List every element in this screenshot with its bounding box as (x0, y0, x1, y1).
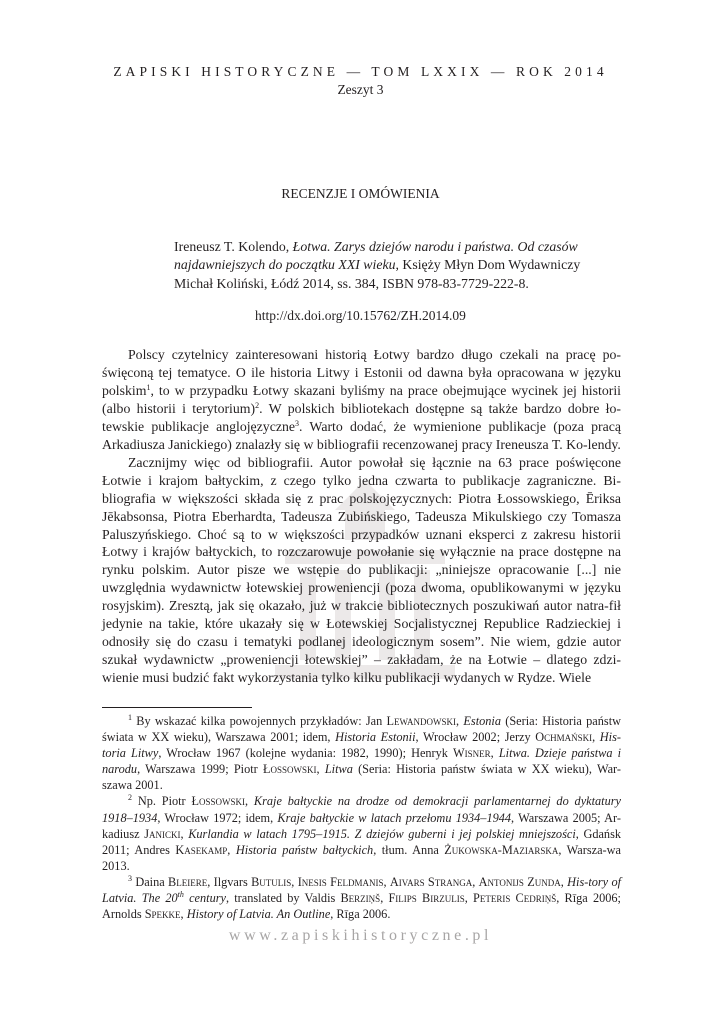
work-title: History of Latvia. An Outline (186, 907, 331, 922)
work-title: Historia Estonii (335, 730, 416, 745)
author-name: Inesis Feldmanis (297, 874, 384, 889)
work-title: Kurlandia w latach 1795–1915. Z dziejów guberni i jej polskiej mniejszości (188, 826, 576, 841)
author-name: Spekke (144, 907, 181, 922)
footnote-2: $^2$ Np. Piotr Łossowski, Kraje bałtyckie na drodze od demokracji parlamentarnej do dyktatury 1918–1934, Wrocław 1972; idem, Kraje bałtyckie w latach przełomu 1934–1944, Warszawa 2005; Ar-kadiusz Janicki, Kurlandia w latach 1795–1915. Z dziejów guberni i jej polskiej mniejszości, Gdańsk 2011; Andres Kasekamp, Historia państw bałtyckich, tłum. Anna Żukowska-Maziarska, Warsza-wa 2013. (102, 793, 622, 873)
work-title: His-tory of Latvia. The 20 (102, 874, 622, 906)
author-name: Aivars Stranga (389, 874, 473, 889)
work-title: Litwa (324, 762, 353, 777)
footnote-ref-3[interactable]: 3 (294, 418, 299, 428)
author-name: Butulis (251, 874, 292, 889)
footnote-ref-2[interactable]: 2 (255, 400, 260, 410)
footnote-number: 3 (128, 873, 132, 883)
p1-part-d: . Warto dodać, że wymienione publikacje (poza pracą Arkadiusza Janickiego) znalazły się w bibliografii recenzowanej pracy Ireneusza T. Ko-lendy. (102, 418, 621, 452)
footnotes (102, 713, 621, 922)
author-name: Lewandowski (386, 714, 457, 728)
work-title: Estonia (463, 714, 501, 728)
footnote-ref-1[interactable]: 1 (146, 382, 151, 392)
citation-publisher: , Księży Młyn Dom Wydawniczy Michał Koliński, Łódź 2014, ss. 384, ISBN 978-83-7729-222-8. (174, 257, 581, 291)
p1-part-a: Polscy czytelnicy zainteresowani historią Łotwy bardzo długo czekali na pracę po-święconą tej tematyce. O ile historia Litwy i Estonii od dawna była opracowana w języku polskim (102, 347, 621, 398)
footnote-1: $^1$ By wskazać kilka powojennych przykładów: Jan Lewandowski, Estonia (Seria: Historia państw świata w XX wieku), Warszawa 2001; idem, Historia Estonii, Wrocław 2002; Jerzy Ochmański, His-toria Litwy, Wrocław 1967 (kolejne wydania: 1982, 1990); Henryk Wisner, Litwa. Dzieje państwa i narodu, Warszawa 1999; Piotr Łossowski, Litwa (Seria: Historia państw świata w XX wieku), War-szawa 2001. (102, 713, 622, 793)
main-text (102, 346, 621, 687)
footnote-number: 2 (128, 793, 132, 803)
author-name: Berziņš (340, 891, 381, 906)
work-title: His-toria Litwy (102, 730, 621, 761)
website-link[interactable]: www.zapiskihistoryczne.pl (228, 927, 493, 944)
author-name: Peteris Cedriņš (473, 891, 557, 906)
doi-link[interactable]: http://dx.doi.org/10.15762/ZH.2014.09 (255, 308, 466, 323)
author-name: Filips Birzulis (388, 891, 465, 906)
work-title: Historia państw bałtyckich (235, 842, 374, 857)
author-name: Janicki (144, 826, 181, 841)
author-name: Wisner (453, 746, 491, 761)
citation-author: Ireneusz T. Kolendo, (174, 239, 293, 254)
work-title: Kraje bałtyckie na drodze od demokracji parlamentarnej do dyktatury 1918–1934 (102, 794, 621, 825)
author-name: Łossowski (191, 794, 245, 809)
reviewed-book-citation (174, 238, 621, 293)
section-title: RECENZJE I OMÓWIENIA (281, 186, 440, 201)
footnote-rule (102, 707, 252, 708)
p1-part-c: . W polskich bibliotekach dostępne są także bardzo dobre ło-tewskie publikacje anglojęzyczne (102, 400, 621, 434)
paragraph-2: Zacznijmy więc od bibliografii. Autor powołał się łącznie na 63 prace poświęcone Łotwie i krajom bałtyckim, z czego tylko jedna czwarta to publikacje zagraniczne. Bi-bliografia w większości składa się z prac polskojęzycznych: Piotra Łossowskiego, Ēriksa Jēkabsonsa, Piotra Eberhardta, Tadeusza Zubińskiego, Tadeusza Mikulskiego czy Tomasza Paluszyńskiego. Choć są to w większości przypadków uznani eksperci z zakresu historii Łotwy i krajów bałtyckich, to rozczarowuje powołanie się wyłącznie na prace dostępne na rynku polskim. Autor pisze we wstępie do publikacji: „niniejsze opracowanie [...] nie uwzględnia wydawnictw łotewskiej proweniencji (poza dwoma, opublikowanymi w języku rosyjskim). Zresztą, jak się okazało, już w trakcie bibliotecznych poszukiwań autor natra-fił jedynie na takie, które ukazały się w Łotewskiej Socjalistycznej Republice Radzieckiej i odnosiły się do czasu i tematyki podlanej ideologicznym sosem”. Nie wiem, gdzie autor szukał wydawnictw „proweniencji łotewskiej” – zakładam, że na Łotwie – dlatego zdzi-wienie musi budzić fakt wykorzystania tylko kilku publikacji wydanych w Rydze. Wiele (102, 454, 621, 686)
footnote-3: $^3$ Daina Bleiere, Ilgvars Butulis, Inesis Feldmanis, Aivars Stranga, Antonijs Zunda, His-tory of Latvia. The 20th century, translated by Valdis Berziņš, Filips Birzulis, Peteris Cedriņš, Rīga 2006; Arnolds Spekke, History of Latvia. An Outline, Rīga 2006. (102, 873, 622, 922)
footnote-number: 1 (128, 713, 132, 722)
author-name: Żukowska-Maziarska (444, 842, 559, 857)
p1-part-b: , to w przypadku Łotwy skazani byliśmy na prace obejmujące wycinek jej historii (albo historii i terytorium) (102, 382, 621, 416)
author-name: Bleiere (168, 874, 208, 889)
issue-number: Zeszyt 3 (337, 82, 384, 97)
running-head: ZAPISKI HISTORYCZNE — TOM LXXIX — ROK 2014 (113, 64, 608, 79)
citation-title: Łotwa. Zarys dziejów narodu i państwa. Od czasów najdawniejszych do początku XXI wieku (174, 239, 578, 273)
author-name: Łossowski (262, 762, 317, 777)
paragraph-1 (102, 346, 621, 454)
author-name: Antonijs Zunda (478, 874, 561, 889)
work-title: Litwa. Dzieje państwa i narodu (102, 746, 622, 777)
work-title: Kraje bałtyckie w latach przełomu 1934–1944 (277, 810, 512, 825)
author-name: Ochmański (535, 730, 593, 745)
author-name: Kasekamp (175, 842, 228, 857)
